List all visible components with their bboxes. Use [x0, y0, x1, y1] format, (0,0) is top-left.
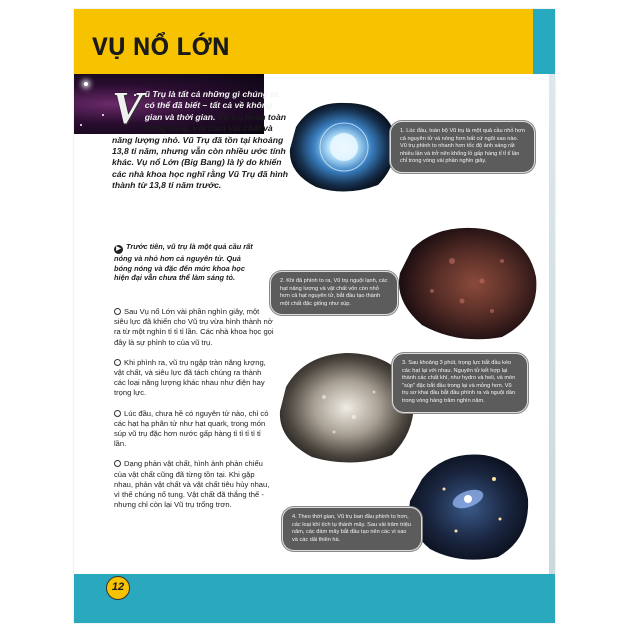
caption-bubble-2: 2. Khi đã phình to ra, Vũ trụ nguội lạnh, các hạt năng lượng và vật chất vốn còn nhỏ hơn cả hạt nguyên tử, bắt đầu tạo thành một chất đặc giống như súp. — [270, 271, 398, 315]
intro-text-rest: Vũ trụ hoàn toàn trống rỗng, với cụm vật chất và năng lượng nhỏ. Vũ Trụ đã tồn tại khoảng 13,8 tỉ năm, nhưng vẫn còn nhiều ước tính khác. Vụ nổ Lớn (Big Bang) là lý do khiến các nhà khoa học nghĩ rằng Vũ Trụ đã hình thành từ 13,8 tỉ năm trước. — [112, 111, 289, 191]
circle-bullet-icon — [114, 410, 121, 417]
galaxies-illustration — [404, 449, 530, 561]
caption-bubble-4: 4. Theo thời gian, Vũ trụ ban đầu phình to hơn, các loại khí tích tụ thành mây. Sau vài trăm triệu năm, các đám mây bắt đầu tạo nên các vì sao và các dải thiên hà. — [282, 507, 422, 551]
list-item: Sau Vụ nổ Lớn vài phần nghìn giây, một siêu lực đã khiến cho Vũ trụ vừa hình thành nở ra từ một nghìn tỉ tỉ tỉ lần. Các nhà khoa học gọi đây là sự phình to của vũ trụ. — [114, 307, 274, 347]
dropcap: V — [112, 82, 143, 133]
list-item: Dạng phản vật chất, hình ảnh phản chiếu của vật chất cũng đã từng tồn tại. Khi gặp nhau, phản vật chất và vật chất tiêu hủy nhau, vì thế chúng nổ tung. Vật chất đã thắng thế - nhưng chỉ còn lại Vũ trụ trống trơn. — [114, 459, 270, 510]
circle-bullet-icon — [114, 460, 121, 467]
list-item: Khi phình ra, vũ trụ ngập tràn năng lượng, vật chất, và siêu lực đã tách chúng ra thành các loại năng lượng khác nhau như điện hay trọng lực. — [114, 357, 266, 398]
particle-soup-illustration — [392, 221, 540, 343]
intro-paragraph — [112, 82, 290, 192]
page-number: 12 — [111, 581, 125, 593]
early-universe-illustration — [282, 97, 402, 197]
caption-bubble-1: 1. Lúc đầu, toàn bộ Vũ trụ là một quả cầu nhỏ hơn cả nguyên tử và nóng hơn bất cứ ngôi sao nào. Vũ trụ phình to nhanh hơn tốc độ ánh sáng rất nhiều lần và trở nên khổng lồ gấp hàng tỉ tỉ tỉ lần chỉ trong vòng vài phần nghìn giây. — [390, 121, 535, 173]
arrow-right-circle-icon: ▶ — [114, 245, 123, 254]
footer-band — [74, 574, 555, 623]
circle-bullet-icon — [114, 308, 121, 315]
page-title: VỤ NỔ LỚN — [92, 33, 230, 61]
circle-bullet-icon — [114, 359, 121, 366]
intro-text-first: ũ Trụ là tất cả những gì chúng ta có thể đã biết – tất cả về không gian và thời gian. — [144, 89, 279, 122]
header-tab — [533, 9, 555, 74]
page-number-badge — [106, 576, 130, 600]
right-edge-strip — [549, 74, 555, 574]
bullet-list — [114, 307, 274, 520]
note-text: Trước tiên, vũ trụ là một quả cầu rất nóng và nhỏ hơn cả nguyên tử. Quả bóng nóng và đặc đến mức khoa học hiện đại vẫn chưa thể làm sáng tỏ. — [114, 242, 253, 283]
list-item: Lúc đầu, chưa hề có nguyên tử nào, chỉ có các hạt hạ phân tử như hạt quark, trong món súp vũ trụ đặc hơn nước gấp hàng tỉ tỉ tỉ tỉ tỉ lần. — [114, 408, 269, 449]
book-page — [74, 9, 555, 623]
caption-bubble-3: 3. Sau khoảng 3 phút, trọng lực bắt đầu kéo các hạt lại với nhau. Nguyên tử kết hợp lại thành các chất khí, như hydro và heli, và món "súp" đặc bắt đầu trong lại và mỏng hơn. Vũ trụ sơ khai đầu bắt đầu phình ra và nguội dần trong vòng hàng trăm nghìn năm. — [392, 353, 528, 413]
note-box — [114, 242, 259, 283]
